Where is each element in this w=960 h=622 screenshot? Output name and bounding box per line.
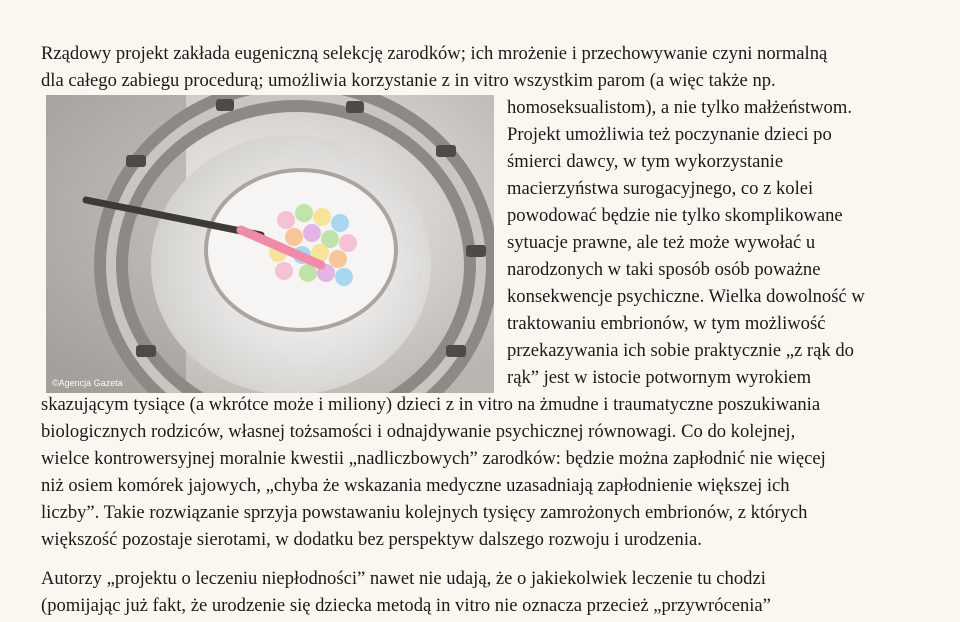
paragraph-line: rąk” jest w istocie potwornym wyrokiem <box>507 367 812 388</box>
paragraph-line: powodować będzie nie tylko skomplikowane <box>507 205 843 226</box>
paragraph-line: Projekt umożliwia też poczynanie dzieci po <box>507 124 832 145</box>
photo-watermark: ©Agencja Gazeta <box>52 378 123 388</box>
paragraph-line: macierzyństwa surogacyjnego, co z kolei <box>507 178 814 199</box>
paragraph-line: śmierci dawcy, w tym wykorzystanie <box>507 151 784 172</box>
paragraph-line: homoseksualistom), a nie tylko małżeństwom. <box>507 97 852 118</box>
paragraph-line: Rządowy projekt zakłada eugeniczną selekcję zarodków; ich mrożenie i przechowywanie czyni normalną <box>41 43 828 64</box>
paragraph-line: Autorzy „projektu o leczeniu niepłodności” nawet nie udają, że o jakiekolwiek leczenie tu chodzi <box>41 568 766 589</box>
paragraph-line: przekazywania ich sobie praktycznie „z rąk do <box>507 340 854 361</box>
paragraph-line: niż osiem komórek jajowych, „chyba że wskazania medyczne uzasadniają zapłodnienie większej ich <box>41 475 790 496</box>
paragraph-line: większość pozostaje sierotami, w dodatku bez perspektyw dalszego rozwoju i urodzenia. <box>41 529 702 550</box>
cryo-tank-photo <box>46 95 494 393</box>
paragraph-line: skazującym tysiące (a wkrótce może i miliony) dzieci z in vitro na żmudne i traumatyczne poszukiwania <box>41 394 821 415</box>
paragraph-line: biologicznych rodziców, własnej tożsamości i odnajdywanie psychicznej równowagi. Co do kolejnej, <box>41 421 796 442</box>
paragraph-line: (pomijając już fakt, że urodzenie się dziecka metodą in vitro nie oznacza przecież „przywrócenia” <box>41 595 771 616</box>
paragraph-line: konsekwencje psychiczne. Wielka dowolność w <box>507 286 865 307</box>
paragraph-line: narodzonych w taki sposób osób poważne <box>507 259 821 280</box>
paragraph-line: liczby”. Takie rozwiązanie sprzyja powstawaniu kolejnych tysięcy zamrożonych embrionów, z których <box>41 502 808 523</box>
cryo-tank-photo-illustration <box>46 95 494 393</box>
paragraph-line: traktowaniu embrionów, w tym możliwość <box>507 313 826 334</box>
paragraph-line: wielce kontrowersyjnej moralnie kwestii „nadliczbowych” zarodków: będzie można zapłodnić nie więcej <box>41 448 826 469</box>
paragraph-line: sytuacje prawne, ale też może wywołać u <box>507 232 816 253</box>
paragraph-line: dla całego zabiegu procedurą; umożliwia korzystanie z in vitro wszystkim parom (a więc także np. <box>41 70 776 91</box>
